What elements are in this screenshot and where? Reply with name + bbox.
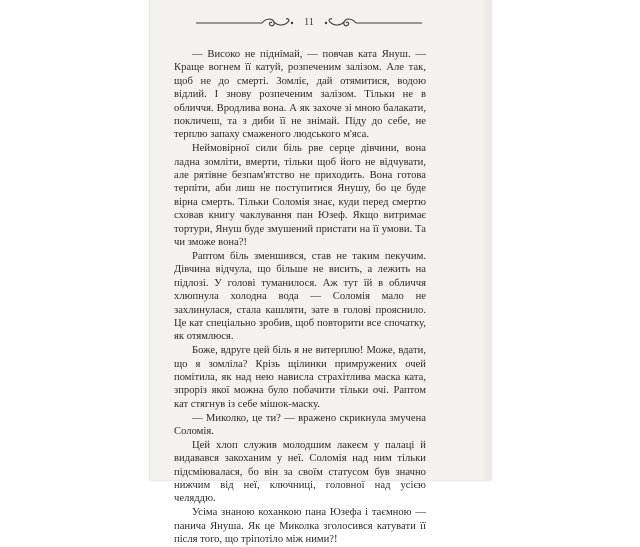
paragraph: Неймовірної сили біль рве серце дівчини, вона ладна зомліти, вмерти, тільки щоб його не відчувати, але рятівне безпам'ятство не приходить. Вона готова терпіти, аби лиш не поступитися Янушу, бо це буде вірна смерть. Тільки Соломія знає, куди перед смертю сховав книгу чаклування пан Юзеф. Якщо витримає тортури, Януш буде змушений пристати на її умови. Та чи зможе вона?!	[174, 143, 426, 249]
page-number: 11	[304, 17, 314, 28]
page-header	[196, 14, 422, 32]
paragraph: Раптом біль зменшився, став не таким пекучим. Дівчина відчула, що більше не висить, а лежить на підлозі. У голові туманилося. Аж тут їй в обличчя хлюпнула холодна вода — Соломія мало не захлинулася, стала кашляти, зате в голові прояснило. Це кат спеціально зробив, щоб повторити все спочатку, як отямлюся.	[174, 250, 426, 343]
paragraph: — Миколко, це ти? — вражено скрикнула змучена Соломія.	[174, 412, 426, 437]
paragraph: — Високо не піднімай, — повчав ката Януш. — Краще вогнем її катуй, розпеченим залізом. Але так, щоб не до смерті. Зомліє, дай отямитися, водою відлий. І знову розпеченим залізом. Тільки не в обличчя. Вродлива вона. А як захоче зі мною балакати, покличеш, та з диби її не знімай. Піду до себе, не терплю запаху смаженого людського м'яса.	[174, 49, 426, 141]
body-text	[174, 48, 426, 547]
paragraph: Усіма знаною коханкою пана Юзефа і таємною — панича Януша. Як це Миколка зголосився катувати її після того, що тріпотіло між ними?!	[174, 507, 426, 545]
paragraph: Боже, вдруге цей біль я не витерплю! Може, вдати, що я зомліла? Крізь щілинки примружених очей помітила, як над нею нависла страхітлива маска ката, зпроріз якої можна було побачити тільки очі. Раптом кат стягнув із себе мішок-маску.	[174, 345, 426, 410]
paragraph: Цей хлоп служив молодшим лакеєм у палаці й видавався закоханим у неї. Соломія над ним тільки підсміювалася, бо він за своїм статусом був значно нижчим від неї, ключниці, головної над усією челяддю.	[174, 439, 426, 505]
book-page	[150, 0, 491, 545]
